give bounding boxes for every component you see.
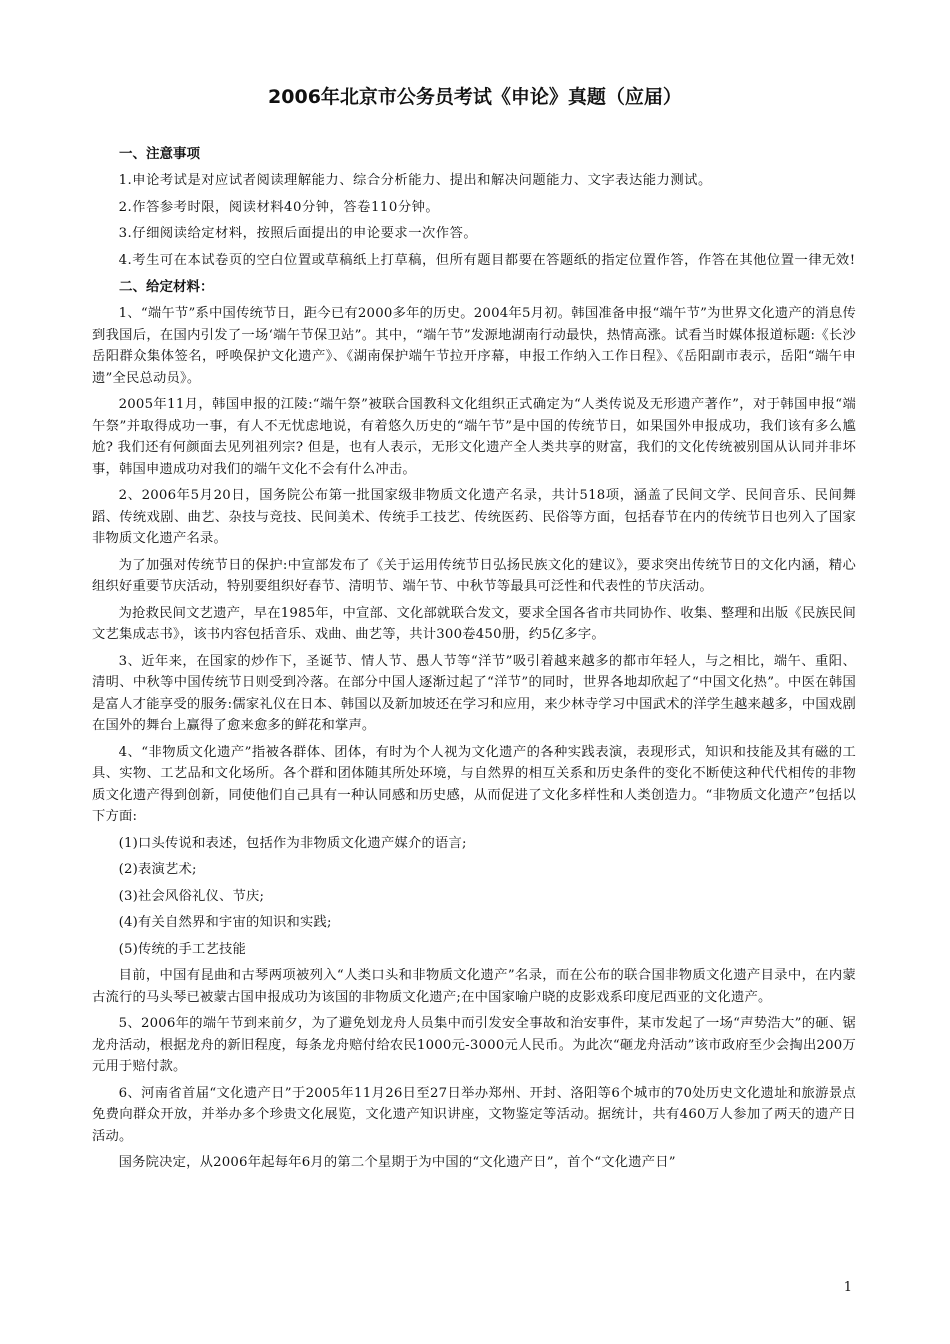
page-number: 1 (843, 1280, 852, 1295)
list-item: (4)有关自然界和宇宙的知识和实践; (118, 915, 332, 930)
list-item: (3)社会风俗礼仪、节庆; (118, 888, 265, 904)
material-paragraph: 6、河南省首届“文化遗产日”于2005年11月26日至27日举办郑州、开封、洛阳等6个城市的70处历史文化遗址和旅游景点免费向群众开放，并举办多个珍贵文化展览，文化遗产知识讲座，文物鉴定等活动。据统计，共有460万人参加了两天的遗产日活动。 (92, 1085, 856, 1144)
notice-heading: 一、注意事项 (119, 146, 200, 162)
material-paragraph: 国务院决定，从2006年起每年6月的第二个星期于为中国的“文化遗产日”，首个“文化遗产日” (118, 1155, 676, 1170)
notice-item: 3.仔细阅读给定材料，按照后面提出的申论要求一次作答。 (118, 226, 478, 241)
list-item: (2)表演艺术; (118, 862, 197, 877)
notice-item: 1.申论考试是对应试者阅读理解能力、综合分析能力、提出和解决问题能力、文字表达能力测试。 (118, 173, 712, 188)
materials-heading: 二、给定材料： (119, 279, 214, 295)
material-paragraph: 5、2006年的端午节到来前夕，为了避免划龙舟人员集中而引发安全事故和治安事件，某市发起了一场“声势浩大”的砸、锯龙舟活动，根据龙舟的新旧程度，每条龙舟赔付给农民1000元-3000元人民币。为此次“砸龙舟活动”该市政府至少会掏出200万元用于赔付款。 (92, 1016, 856, 1074)
material-paragraph: 3、近年来，在国家的炒作下，圣诞节、情人节、愚人节等“洋节”吸引着越来越多的都市年轻人，与之相比，端午、重阳、清明、中秋等中国传统节日则受到冷落。在部分中国人逐渐过起了“洋节”的同时，世界各地却欣起了“中国文化热”。中医在韩国是富人才能享受的服务:儒家礼仪在日本、韩国以及新加坡还在学习和应用，来少林寺学习中国武术的洋学生越来越多，中国戏剧在国外的舞台上赢得了愈来愈多的鲜花和掌声。 (92, 653, 856, 733)
list-item: (5)传统的手工艺技能 (118, 941, 247, 957)
material-paragraph: 为抢救民间文艺遗产，早在1985年，中宣部、文化部就联合发文，要求全国各省市共同协作、收集、整理和出版《民族民间文艺集成志书》，该书内容包括音乐、戏曲、曲艺等，共计300卷450册，约5亿多字。 (92, 605, 856, 642)
material-paragraph: 2005年11月，韩国申报的江陵:“端午祭”被联合国教科文化组织正式确定为“人类传说及无形遗产著作”，对于韩国申报“端午祭”并取得成功一事，有人不无忧虑地说，有着悠久历史的“端午节”是中国的传统节日，如果国外申报成功，我们该有多么尴尬? 我们还有何颜面去见列祖列宗? 但是，也有人表示，无形文化遗产全人类共享的财富，我们的文化传统被别国从认同并非坏事，韩国申遗成功对我们的端午文化不会有什么冲击。 (92, 397, 856, 477)
material-paragraph: 目前，中国有昆曲和古琴两项被列入“人类口头和非物质文化遗产”名录，而在公布的联合国非物质文化遗产目录中，在内蒙古流行的马头琴已被蒙古国申报成功为该国的非物质文化遗产;在中国家喻户晓的皮影戏系印度尼西亚的文化遗产。 (92, 968, 856, 1005)
page-title: 2006年北京市公务员考试《申论》真题（应届） (268, 86, 682, 108)
notice-item: 4.考生可在本试卷页的空白位置或草稿纸上打草稿，但所有题目都要在答题纸的指定位置作答，作答在其他位置一律无效! (118, 252, 856, 268)
material-paragraph: 1、“端午节”系中国传统节日，距今已有2000多年的历史。2004年5月初。韩国准备申报“端午节”为世界文化遗产的消息传到我国后，在国内引发了一场‘端午节保卫站”。其中，“端午节”发源地湖南行动最快，热情高涨。试看当时媒体报道标题:《长沙岳阳群众集体签名，呼唤保护文化遗产》、《湖南保护端午节拉开序幕，申报工作纳入工作日程》、《岳阳副市表示，岳阳“端午申遗”全民总动员》。 (92, 306, 856, 386)
document-body (92, 143, 856, 1179)
material-paragraph: 4、“非物质文化遗产”指被各群体、团体，有时为个人视为文化遗产的各种实践表演，表现形式，知识和技能及其有磁的工具、实物、工艺品和文化场所。各个群和团体随其所处环境，与自然界的相互关系和历史条件的变化不断使这种代代相传的非物质文化遗产得到创新，同使他们自己具有一种认同感和历史感，从而促进了文化多样性和人类创造力。“非物质文化遗产”包括以下方面: (92, 744, 856, 824)
list-item: (1)口头传说和表述，包括作为非物质文化遗产媒介的语言; (118, 835, 467, 851)
material-paragraph: 2、2006年5月20日，国务院公布第一批国家级非物质文化遗产名录，共计518项，涵盖了民间文学、民间音乐、民间舞蹈、传统戏剧、曲艺、杂技与竞技、民间美术、传统手工技艺、传统医药、民俗等方面，包括春节在内的传统节日也列入了国家非物质文化遗产名录。 (92, 488, 856, 546)
notice-item: 2.作答参考时限，阅读材料40分钟，答卷110分钟。 (118, 199, 440, 215)
material-paragraph: 为了加强对传统节日的保护:中宣部发布了《关于运用传统节日弘扬民族文化的建议》，要求突出传统节日的文化内涵，精心组织好重要节庆活动，特别要组织好春节、清明节、端午节、中秋节等最具可泛性和代表性的节庆活动。 (92, 557, 856, 594)
